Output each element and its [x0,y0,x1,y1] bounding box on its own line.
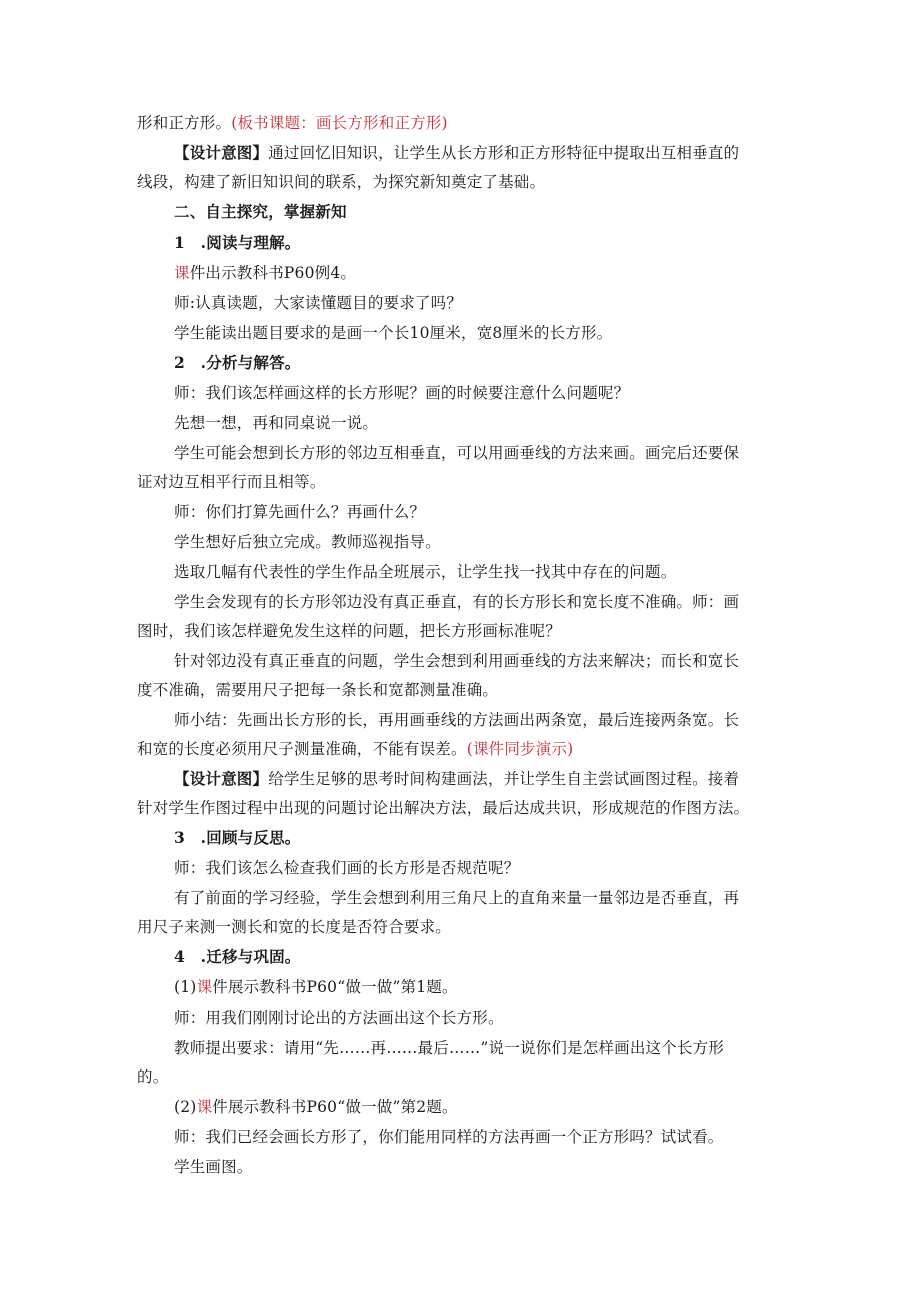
subsection-heading: 4 .迁移与巩固。 [174,947,301,966]
paragraph-line: 学生画图。 [174,1158,253,1176]
paragraph-line: 师：你们打算先画什么？再画什么？ [174,503,426,521]
courseware-note: (课件同步演示) [466,740,574,758]
paragraph-line: 师：我们该怎样画这样的长方形呢？画的时候要注意什么问题呢？ [174,384,630,402]
paragraph-line: 师:认真读题，大家读懂题目的要求了吗？ [174,294,463,312]
paragraph-line: 先想一想，再和同桌说一说。 [174,414,379,432]
text: 给学生足够的思考时间构建画法，并让学生自主尝试画图过程。接着 [268,770,740,788]
paragraph-line: 学生想好后独立完成。教师巡视指导。 [174,533,441,551]
paragraph-line: 度不准确，需要用尺子把每一条长和宽都测量准确。 [137,681,499,699]
text: 和宽的长度必须用尺子测量准确，不能有误差。 [137,740,467,758]
paragraph-line: 师：我们该怎么检查我们画的长方形是否规范呢？ [174,859,520,877]
design-intent-label: 【设计意图】 [174,769,269,788]
text: 通过回忆旧知识，让学生从长方形和正方形特征中提取出互相垂直的 [268,144,740,162]
courseware-marker: 课 [196,1098,213,1116]
text: 形和正方形。 [137,114,232,132]
subsection-heading: 1 .阅读与理解。 [174,233,301,252]
paragraph-line: 证对边互相平行而且相等。 [137,473,326,491]
paragraph-line: 教师提出要求：请用“先……再……最后……”说一说你们是怎样画出这个长方形 [174,1039,725,1057]
item-number: (1) [174,978,197,996]
paragraph-line [137,738,573,760]
paragraph-line: 的。 [137,1068,169,1086]
paragraph-line: 针对学生作图过程中出现的问题讨论出解决方法，最后达成共识，形成规范的作图方法。 [137,799,750,817]
paragraph-line: 用尺子来测一测长和宽的长度是否符合要求。 [137,918,452,936]
paragraph-line: 学生能读出题目要求的是画一个长10厘米，宽8厘米的长方形。 [174,324,613,342]
design-intent-label: 【设计意图】 [174,143,269,162]
item-number: (2) [174,1098,197,1116]
paragraph-line: 线段，构建了新旧知识间的联系，为探究新知奠定了基础。 [137,173,546,191]
paragraph-line [137,112,448,134]
paragraph-line [174,1096,458,1118]
board-title-note: (板书课题：画长方形和正方形) [231,114,448,132]
courseware-marker: 课 [174,264,190,282]
courseware-marker: 课 [196,978,213,996]
paragraph-line: 针对邻边没有真正垂直的问题，学生会想到利用画垂线的方法来解决；而长和宽长 [174,652,740,670]
subsection-heading: 2 .分析与解答。 [174,353,301,372]
paragraph-line: 学生会发现有的长方形邻边没有真正垂直，有的长方形长和宽长度不准确。师：画 [174,593,740,611]
text: 件展示教科书P60“做一做”第2题。 [212,1098,458,1116]
section-heading: 二、自主探究，掌握新知 [174,202,347,221]
text: 件展示教科书P60“做一做”第1题。 [212,978,458,996]
paragraph-line [174,976,458,998]
paragraph-line [174,262,356,284]
paragraph-line: 有了前面的学习经验，学生会想到利用三角尺上的直角来量一量邻边是否垂直，再 [174,889,740,907]
paragraph-line: 师：我们已经会画长方形了，你们能用同样的方法再画一个正方形吗？试试看。 [174,1128,724,1146]
design-intent-line [174,142,739,164]
design-intent-line [174,768,739,790]
paragraph-line: 学生可能会想到长方形的邻边互相垂直，可以用画垂线的方法来画。画完后还要保 [174,444,740,462]
text: 件出示教科书P60例4。 [189,264,357,282]
paragraph-line: 师小结：先画出长方形的长，再用画垂线的方法画出两条宽，最后连接两条宽。长 [174,711,740,729]
paragraph-line: 选取几幅有代表性的学生作品全班展示，让学生找一找其中存在的问题。 [174,563,677,581]
subsection-heading: 3 .回顾与反思。 [174,828,301,847]
paragraph-line: 师：用我们刚刚讨论出的方法画出这个长方形。 [174,1009,504,1027]
paragraph-line: 图时，我们该怎样避免发生这样的问题，把长方形画标准呢？ [137,622,561,640]
